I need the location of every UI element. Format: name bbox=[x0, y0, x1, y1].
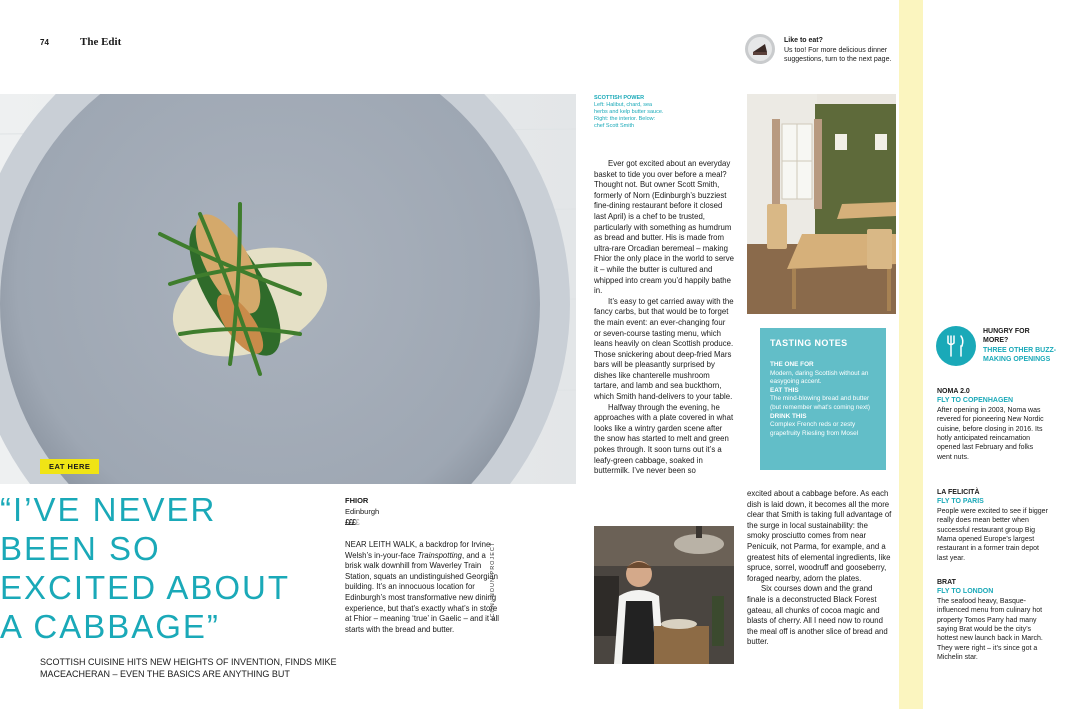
hungry-subtitle: THREE OTHER BUZZ-MAKING OPENINGS bbox=[983, 347, 1057, 363]
article-column-1 bbox=[345, 540, 500, 635]
venue-city: Edinburgh bbox=[345, 507, 380, 516]
tasting-text: The mind-blowing bread and butter (but remember what’s coming next) bbox=[770, 395, 871, 411]
opening-destination: FLY TO PARIS bbox=[937, 498, 984, 506]
opening-text: People were excited to see if bigger really does mean better when successful restaurant group Big Mama opened Europe’s largest restaurant in a former train depot last year. bbox=[937, 507, 1048, 562]
page-number: 74 bbox=[40, 38, 49, 47]
headline-line: EXCITED ABOUT bbox=[0, 569, 291, 606]
cake-icon bbox=[745, 34, 775, 64]
article-column-2 bbox=[594, 159, 734, 477]
opening-entry bbox=[937, 488, 1049, 563]
yellow-margin-strip bbox=[899, 0, 923, 709]
tasting-label: EAT THIS bbox=[770, 386, 799, 394]
venue-name: FHIOR bbox=[345, 496, 369, 505]
price-rating bbox=[345, 518, 359, 527]
opening-text: After opening in 2003, Noma was revered for pioneering New Nordic cuisine, before closing in 2016. Its hotly anticipated reincarnation opened last February and folks went nuts. bbox=[937, 406, 1044, 461]
tasting-label: THE ONE FOR bbox=[770, 361, 814, 368]
article-paragraph: excited about a cabbage before. As each dish is laid down, it becomes all the more clear that Smith is taking full advantage of the surge in local sustainability: the smoky prosciutto comes from near Penicuik, not Parma, for example, and a greatest hits of elemental ingredients, like spruce, sorrel, woodruff and gooseberry, foraged nearby, adorn the plates. bbox=[747, 489, 892, 583]
tasting-notes-box bbox=[760, 328, 886, 470]
icon-credit: ICON: NOUN PROJECT bbox=[490, 541, 496, 620]
opening-destination: FLY TO LONDON bbox=[937, 588, 994, 596]
tasting-notes-title: TASTING NOTES bbox=[770, 338, 848, 348]
price-rating-filled: £££ bbox=[345, 518, 356, 527]
fork-knife-icon bbox=[936, 326, 976, 366]
opening-destination: FLY TO COPENHAGEN bbox=[937, 397, 1014, 405]
opening-name: LA FELICITÀ bbox=[937, 489, 980, 496]
restaurant-interior-photo bbox=[747, 94, 896, 314]
opening-name: BRAT bbox=[937, 579, 956, 586]
article-lead-in: NEAR LEITH WALK, bbox=[345, 540, 418, 549]
price-rating-empty: £ bbox=[355, 518, 359, 527]
hungry-title: HUNGRY FOR MORE? bbox=[983, 328, 1030, 344]
article-paragraph: Six courses down and the grand finale is a deconstructed Black Forest gateau, all chunks of cocoa magic and blasts of cherry. All I need now to round the meal off is another slice of bread and butter. bbox=[747, 584, 888, 647]
article-italic: Trainspotting bbox=[417, 550, 463, 560]
promo-text: Us too! For more delicious dinner suggestions, turn to the next page. bbox=[784, 47, 892, 63]
dish-photo bbox=[0, 94, 576, 484]
opening-text: The seafood heavy, Basque-influenced menu from culinary hot property Tomos Parry had many saying Brat would be the city’s hottest new launch back in March. They were right – it’s since got a Michelin star. bbox=[937, 597, 1043, 662]
tasting-label: DRINK THIS bbox=[770, 412, 807, 420]
article-text: , and a brisk walk downhill from Waverley Train Station, squats an undistinguished Georgian building. It’s an innocuous location for Edinburgh’s most transformative new dining experience, but that’s exactly what’s in store at Fhior – meaning ‘true’ in Gaelic – and it all starts with the bread and butter. bbox=[345, 550, 499, 634]
section-title: The Edit bbox=[80, 36, 122, 48]
standfirst: SCOTTISH CUISINE HITS NEW HEIGHTS OF INVENTION, FINDS MIKE MACEACHERAN – EVEN THE BASICS ARE ANYTHING BUT bbox=[40, 657, 337, 679]
article-column-3 bbox=[747, 489, 892, 648]
eat-here-tag: EAT HERE bbox=[40, 459, 99, 474]
opening-entry bbox=[937, 578, 1049, 663]
article-paragraph: It’s easy to get carried away with the fancy carbs, but that would be to forget the main event: an ever-changing four or seven-course tasting menu, which leans heavily on clean Scottish produce. Those snickering about deep-fried Mars bars will be pleasantly surprised by dishes like chanterelle mushroom tartare, and lamb and sea buckthorn, which Smith hand-delivers to your table. bbox=[594, 296, 734, 402]
article-paragraph: Ever got excited about an everyday basket to tide you over before a meal? Thought not. But owner Scott Smith, formerly of Norn (Edinburgh’s buzziest fine-dining restaurant before it closed last April) is a chef to be trusted, particularly with something as humdrum as bread and butter. His is made from ultra-rare Orcadian beremeal – making Fhior the only place in the world to serve it – while the butter is cultured and whipped into cream you’d happily bathe in. bbox=[594, 159, 734, 296]
article-paragraph: Halfway through the evening, he approaches with a plate covered in what looks like a wintry garden scene after the snow has started to melt and green pokes through. It soon turns out it’s a leafy-green cabbage, soaked in buttermilk. I’ve never been so bbox=[594, 402, 734, 476]
headline-line: BEEN SO bbox=[0, 530, 161, 567]
chef-photo bbox=[594, 526, 734, 664]
caption-heading: SCOTTISH POWER bbox=[594, 95, 645, 101]
headline bbox=[0, 490, 330, 646]
opening-entry bbox=[937, 387, 1049, 462]
caption-text: Left: Halibut, chard, sea herbs and kelp butter sauce. Right: the interior. Below: chef Scott Smith bbox=[594, 102, 664, 129]
headline-line: A CABBAGE” bbox=[0, 608, 220, 645]
opening-name: NOMA 2.0 bbox=[937, 388, 970, 395]
article-text: a backdrop for Irvine Welsh’s in-your-face bbox=[345, 540, 491, 560]
tasting-text: Modern, daring Scottish without an easygoing accent. bbox=[770, 369, 869, 386]
headline-line: “I’VE NEVER bbox=[0, 491, 217, 528]
promo-title: Like to eat? bbox=[784, 37, 823, 44]
tasting-text: Complex French reds or zesty grapefruity Riesling from Mosel bbox=[770, 421, 859, 437]
